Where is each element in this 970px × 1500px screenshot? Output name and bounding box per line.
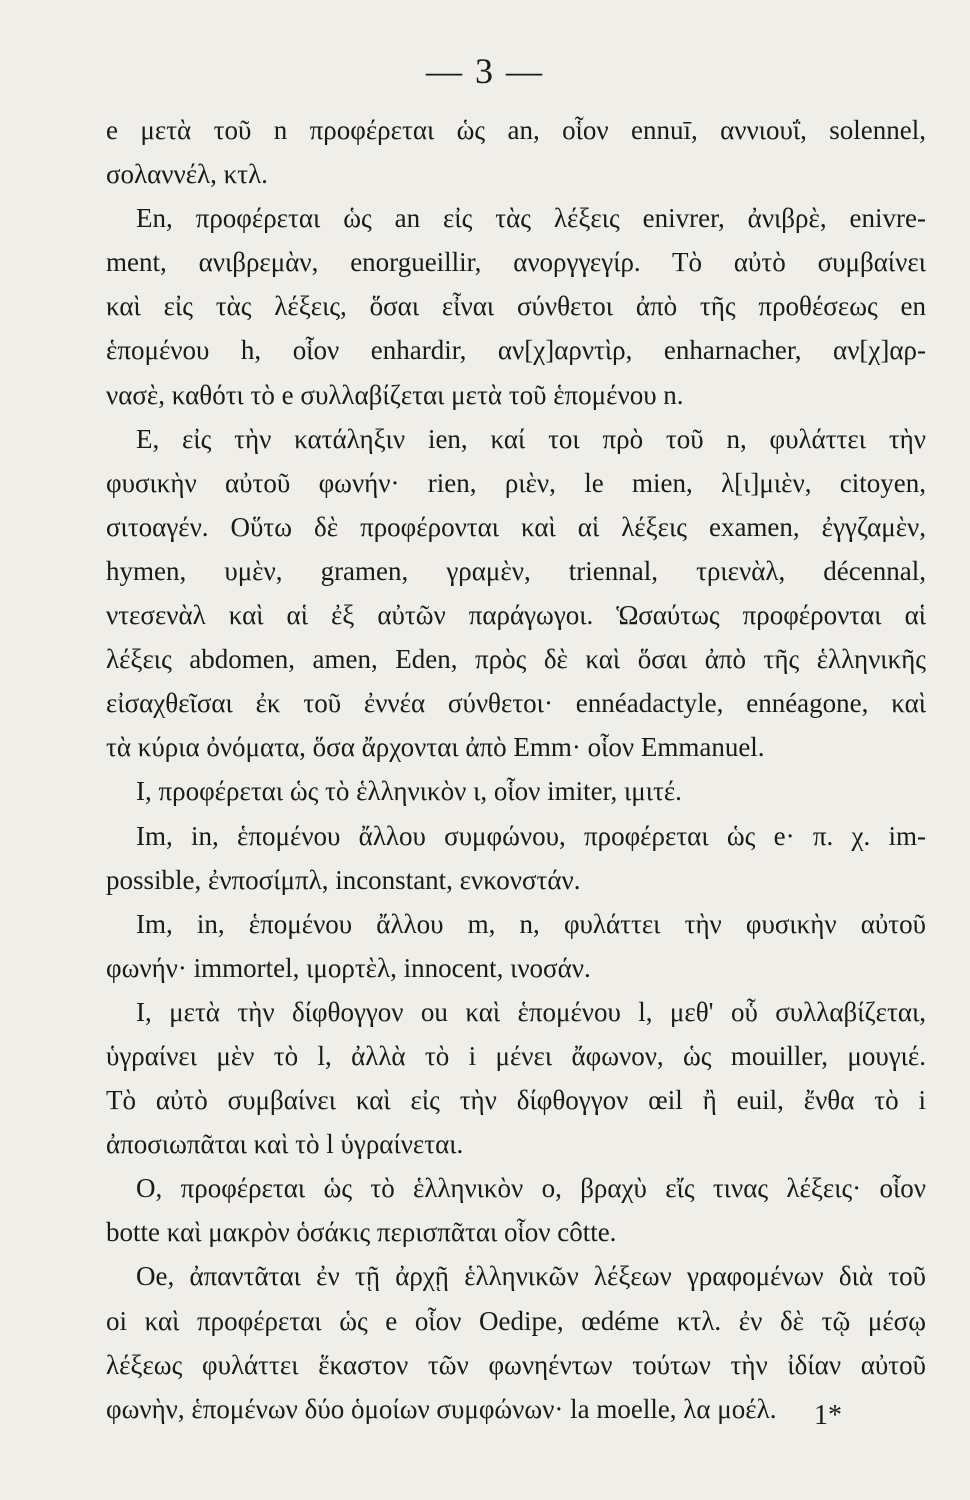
text-line: I, προφέρεται ὡς τὸ ἑλληνικὸν ι, οἷον imiter, ιμιτέ. [136,776,682,807]
text-line: ἀποσιωπᾶται καὶ τὸ l ὑγραίνεται. [106,1129,464,1160]
text-line: En, προφέρεται ὡς an εἰς τὰς λέξεις enivrer, ἀνιβρὲ, enivre- [136,203,926,234]
text-line: φωνὴν, ἑπομένων δύο ὁμοίων συμφώνων· la moelle, λα μοέλ. [106,1393,777,1424]
text-line: hymen, υμὲν, gramen, γραμὲν, triennal, τριενὰλ, décennal, [106,555,926,586]
text-line: καὶ εἰς τὰς λέξεις, ὅσαι εἶναι σύνθετοι ἀπὸ τῆς προθέσεως en [106,291,926,322]
text-line: Im, in, ἑπομένου ἄλλου συμφώνου, προφέρεται ὡς e· π. χ. im- [136,820,926,851]
text-line: ντεσενὰλ καὶ αἱ ἐξ αὐτῶν παράγωγοι. Ὡσαύτως προφέρονται αἱ [106,600,926,631]
page-body [106,108,926,1431]
text-line: botte καὶ μακρὸν ὁσάκις περισπᾶται οἷον côtte. [106,1217,617,1248]
signature-mark: 1* [814,1400,842,1431]
text-line: oi καὶ προφέρεται ὡς e οἷον Oedipe, œdéme κτλ. ἐν δὲ τῷ μέσῳ [106,1305,926,1336]
text-line: λέξεις abdomen, amen, Eden, πρὸς δὲ καὶ ὅσαι ἀπὸ τῆς ἑλληνικῆς [106,644,926,675]
text-line: Oe, ἀπαντᾶται ἐν τῇ ἀρχῇ ἑλληνικῶν λέξεων γραφομένων διὰ τοῦ [136,1261,926,1292]
text-line: ὑγραίνει μὲν τὸ l, ἀλλὰ τὸ i μένει ἄφωνον, ὡς mouiller, μουγιέ. [106,1040,926,1071]
text-line: ment, ανιβρεμὰν, enorgueillir, ανοργγεγίρ. Τὸ αὐτὸ συμβαίνει [106,247,926,278]
text-line: ἑπομένου h, οἷον enhardir, αν[χ]αρντὶρ, enharnacher, αν[χ]αρ- [106,335,926,366]
text-line: φωνήν· immortel, ιμορτὲλ, innocent, ινοσάν. [106,952,591,983]
text-line: I, μετὰ τὴν δίφθογγον ou καὶ ἑπομένου l, μεθ' οὗ συλλαβίζεται, [136,996,926,1027]
text-line: λέξεως φυλάττει ἕκαστον τῶν φωνηέντων τούτων τὴν ἰδίαν αὐτοῦ [106,1349,926,1380]
page-number: — 3 — [426,51,544,91]
text-line: possible, ἐνποσίμπλ, inconstant, ενκονστάν. [106,864,581,895]
text-line: σολαννέλ, κτλ. [106,159,268,190]
text-line: Im, in, ἑπομένου ἄλλου m, n, φυλάττει τὴν φυσικὴν αὐτοῦ [136,908,926,939]
text-line: E, εἰς τὴν κατάληξιν ien, καί τοι πρὸ τοῦ n, φυλάττει τὴν [136,423,926,454]
text-line: τὰ κύρια ὀνόματα, ὅσα ἄρχονται ἀπὸ Emm· οἷον Emmanuel. [106,732,765,763]
text-line: σιτοαγέν. Οὕτω δὲ προφέρονται καὶ αἱ λέξεις examen, ἐγγζαμὲν, [106,511,926,542]
text-line: e μετὰ τοῦ n προφέρεται ὡς an, οἷον ennuī, αννιουΐ, solennel, [106,115,926,145]
text-line: νασὲ, καθότι τὸ e συλλαβίζεται μετὰ τοῦ ἑπομένου n. [106,379,684,410]
text-line: φυσικὴν αὐτοῦ φωνήν· rien, ριὲν, le mien, λ[ι]μιὲν, citoyen, [106,467,926,498]
text-line: O, προφέρεται ὡς τὸ ἑλληνικὸν o, βραχὺ εἴς τινας λέξεις· οἷον [136,1173,926,1204]
text-line: εἰσαχθεῖσαι ἐκ τοῦ ἐννέα σύνθετοι· ennéadactyle, ennéagone, καὶ [106,688,926,719]
text-line: Τὸ αὐτὸ συμβαίνει καὶ εἰς τὴν δίφθογγον œil ἢ euil, ἔνθα τὸ i [106,1085,926,1116]
